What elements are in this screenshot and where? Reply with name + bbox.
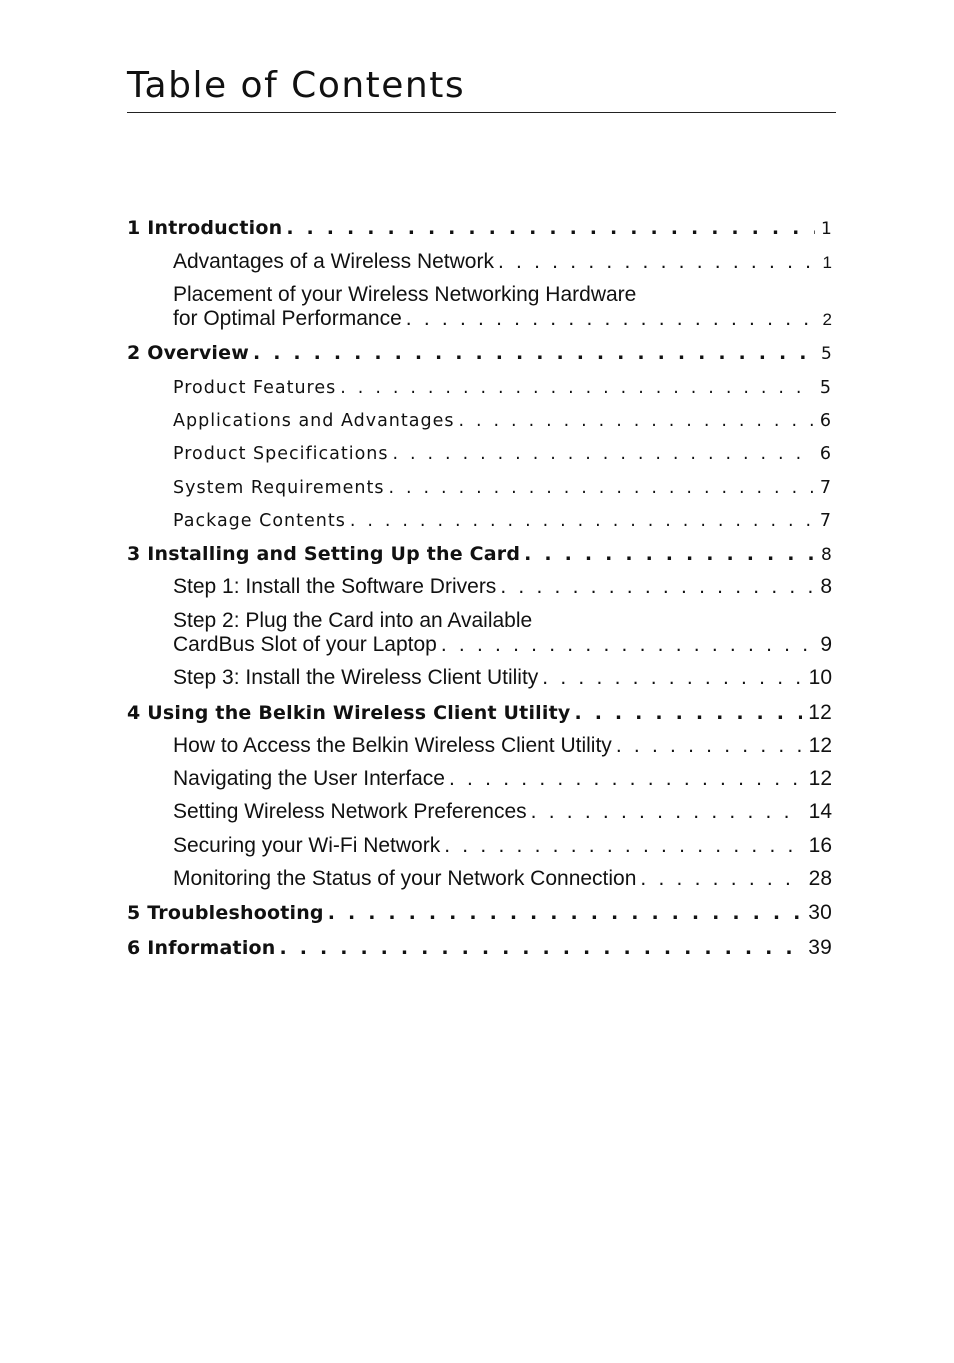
toc-page-number: 6 bbox=[819, 444, 832, 464]
dot-leader bbox=[328, 901, 803, 925]
toc-chapter-using-utility[interactable] bbox=[127, 701, 832, 725]
toc-entry-label: 6 Information bbox=[127, 937, 276, 959]
page-title: Table of Contents bbox=[127, 65, 466, 106]
toc-entry-label: How to Access the Belkin Wireless Client Utility bbox=[173, 734, 612, 757]
toc-entry-label: System Requirements bbox=[173, 478, 385, 498]
toc-page-number: 39 bbox=[808, 936, 832, 959]
toc-page-number: 7 bbox=[819, 478, 832, 498]
toc-entry-label: 1 Introduction bbox=[127, 217, 283, 239]
toc-entry-label: Product Features bbox=[173, 378, 337, 398]
toc-page-number: 16 bbox=[808, 834, 832, 857]
toc-section-navigating-ui[interactable] bbox=[173, 767, 832, 791]
toc-section-system-requirements[interactable] bbox=[173, 476, 832, 500]
toc-section-placement-hardware[interactable] bbox=[173, 307, 832, 332]
toc-page-number: 7 bbox=[819, 511, 832, 531]
toc-entry-label: Applications and Advantages bbox=[173, 411, 455, 431]
toc-entry-label: Setting Wireless Network Preferences bbox=[173, 800, 527, 823]
toc-chapter-overview[interactable] bbox=[127, 341, 832, 366]
toc-entry-label: Step 3: Install the Wireless Client Utility bbox=[173, 666, 539, 689]
toc-entry-label: for Optimal Performance bbox=[173, 307, 402, 330]
toc-entry-label: 3 Installing and Setting Up the Card bbox=[127, 543, 521, 565]
toc-page-number: 5 bbox=[820, 344, 832, 364]
dot-leader bbox=[441, 633, 814, 657]
toc-section-step3-install-utility[interactable] bbox=[173, 666, 832, 690]
toc-entry-label: Monitoring the Status of your Network Connection bbox=[173, 867, 637, 890]
dot-leader bbox=[458, 409, 813, 433]
toc-page-number: 8 bbox=[820, 545, 832, 565]
toc-entry-label: Product Specifications bbox=[173, 444, 389, 464]
toc-entry-label: 5 Troubleshooting bbox=[127, 902, 324, 924]
toc-chapter-troubleshooting[interactable] bbox=[127, 901, 832, 925]
toc-page-number: 12 bbox=[808, 734, 832, 757]
dot-leader bbox=[449, 767, 803, 791]
toc-page-number: 12 bbox=[808, 767, 832, 790]
dot-leader bbox=[406, 307, 817, 331]
toc-section-product-features[interactable] bbox=[173, 376, 832, 400]
toc-section-securing-wifi[interactable] bbox=[173, 834, 832, 858]
toc-entry-label: Securing your Wi-Fi Network bbox=[173, 834, 441, 857]
toc-entry-label: Step 1: Install the Software Drivers bbox=[173, 575, 497, 598]
toc-chapter-introduction[interactable] bbox=[127, 216, 832, 241]
toc-page-number: 30 bbox=[808, 901, 832, 924]
toc-section-product-specifications[interactable] bbox=[173, 442, 832, 466]
toc-entry-label: Advantages of a Wireless Network bbox=[173, 250, 494, 273]
dot-leader bbox=[500, 575, 814, 599]
toc-entry-label: Navigating the User Interface bbox=[173, 767, 445, 790]
toc-page-number: 1 bbox=[820, 219, 832, 239]
dot-leader bbox=[444, 834, 802, 858]
dot-leader bbox=[340, 376, 814, 400]
toc-chapter-information[interactable] bbox=[127, 936, 832, 960]
dot-leader bbox=[388, 476, 813, 500]
dot-leader bbox=[531, 800, 803, 824]
dot-leader bbox=[616, 734, 803, 758]
toc-page-number: 10 bbox=[808, 666, 832, 689]
dot-leader bbox=[280, 936, 803, 960]
toc-entry-label: Package Contents bbox=[173, 511, 346, 531]
toc-section-package-contents[interactable] bbox=[173, 509, 832, 533]
toc-page-number: 9 bbox=[820, 633, 832, 656]
toc-section-step1-install-drivers[interactable] bbox=[173, 575, 832, 599]
toc-entry-label: CardBus Slot of your Laptop bbox=[173, 633, 437, 656]
toc-page-number: 5 bbox=[819, 378, 832, 398]
toc-section-access-utility[interactable] bbox=[173, 734, 832, 758]
toc-page-number: 1 bbox=[822, 253, 832, 272]
toc-page-number: 8 bbox=[820, 575, 832, 598]
dot-leader bbox=[392, 442, 813, 466]
toc-section-applications-advantages[interactable] bbox=[173, 409, 832, 433]
toc-page-number: 14 bbox=[808, 800, 832, 823]
dot-leader bbox=[542, 666, 802, 690]
toc-page-number: 6 bbox=[819, 411, 832, 431]
dot-leader bbox=[350, 509, 814, 533]
toc-section-monitoring-status[interactable] bbox=[173, 867, 832, 891]
toc-chapter-installing-card[interactable] bbox=[127, 542, 832, 567]
dot-leader bbox=[286, 216, 815, 240]
dot-leader bbox=[640, 867, 802, 891]
toc-page-number: 28 bbox=[808, 867, 832, 890]
toc-section-advantages-wireless-network[interactable] bbox=[173, 250, 832, 275]
dot-leader bbox=[498, 250, 817, 274]
toc-page-number: 2 bbox=[822, 310, 832, 329]
dot-leader bbox=[253, 341, 815, 365]
toc-section-step2-plug-card[interactable] bbox=[173, 633, 832, 657]
toc-section-placement-line1[interactable]: Placement of your Wireless Networking Hardware bbox=[173, 283, 637, 306]
toc-entry-label: 2 Overview bbox=[127, 342, 249, 364]
dot-leader bbox=[524, 542, 815, 566]
toc-section-network-preferences[interactable] bbox=[173, 800, 832, 824]
toc-entry-label: 4 Using the Belkin Wireless Client Utility bbox=[127, 702, 571, 724]
toc-page-number: 12 bbox=[808, 701, 832, 724]
toc-section-step2-line1[interactable]: Step 2: Plug the Card into an Available bbox=[173, 609, 533, 632]
dot-leader bbox=[574, 701, 802, 725]
